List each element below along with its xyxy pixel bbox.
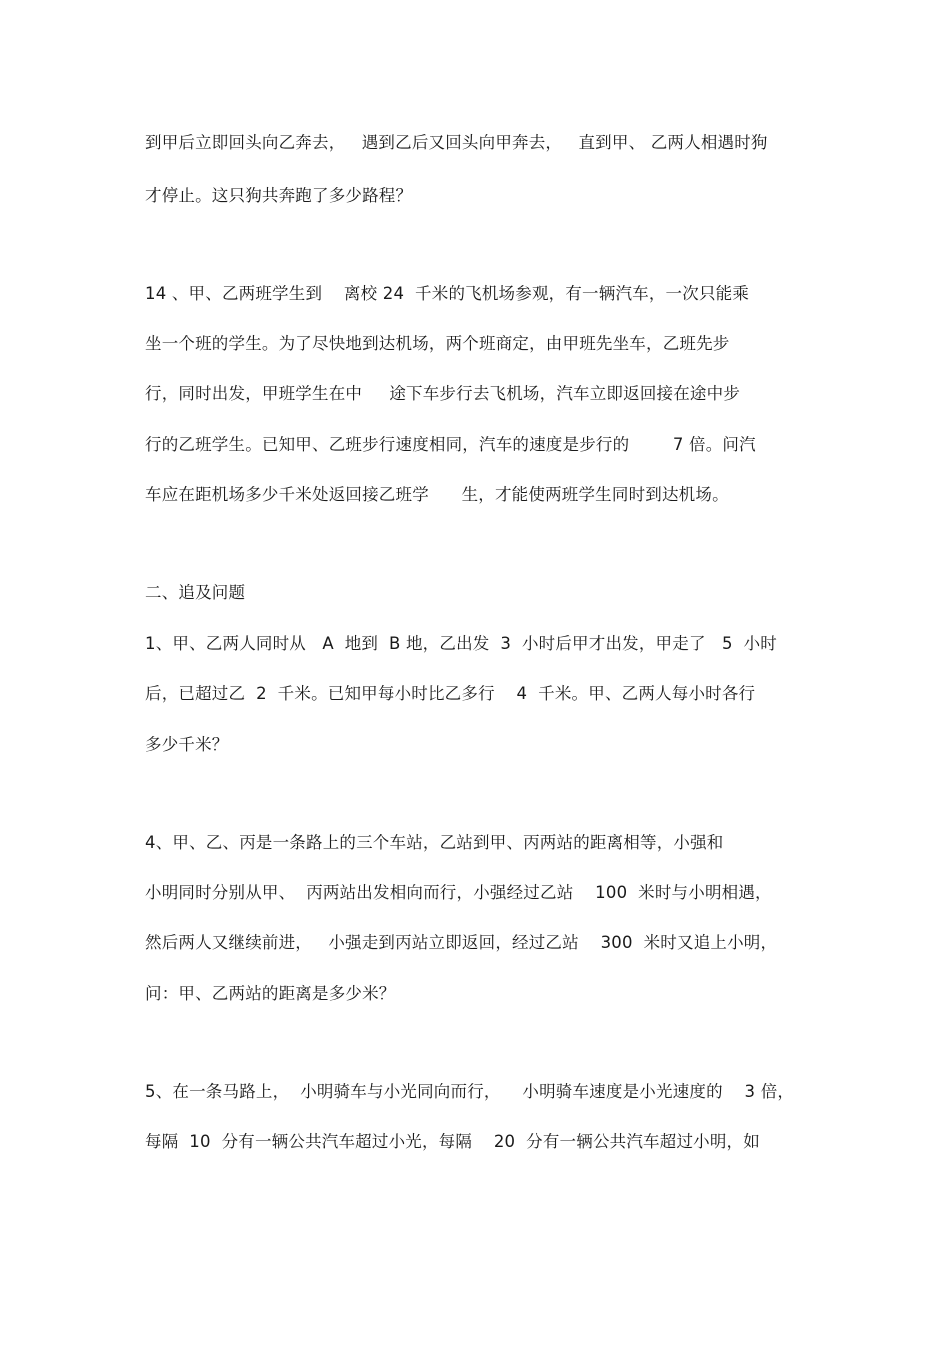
problem-14-line-3: 行，同时出发，甲班学生在中 途下车步行去飞机场，汽车立即返回接在途中步 xyxy=(145,384,741,403)
problem-14-line-4: 行的乙班学生。已知甲、乙班步行速度相同，汽车的速度是步行的 7 倍。问汽 xyxy=(145,435,756,454)
problem-5-line-1: 5、在一条马路上， 小明骑车与小光同向而行， 小明骑车速度是小光速度的 3 倍， xyxy=(145,1082,795,1101)
problem-1-line-1: 1、甲、乙两人同时从 A 地到 B 地，乙出发 3 小时后甲才出发，甲走了 5 小时 xyxy=(145,634,777,653)
problem-14-line-5: 车应在距机场多少千米处返回接乙班学 生，才能使两班学生同时到达机场。 xyxy=(145,485,729,504)
problem-4-line-3: 然后两人又继续前进， 小强走到丙站立即返回，经过乙站 300 米时又追上小明， xyxy=(145,933,778,952)
problem-14-line-1: 14 、甲、乙两班学生到 离校 24 千米的飞机场参观，有一辆汽车，一次只能乘 xyxy=(145,284,750,303)
problem-1-line-2: 后，已超过乙 2 千米。已知甲每小时比乙多行 4 千米。甲、乙两人每小时各行 xyxy=(145,684,756,703)
problem-4-line-2: 小明同时分别从甲、 丙两站出发相向而行，小强经过乙站 100 米时与小明相遇， xyxy=(145,883,772,902)
problem-14-line-2: 坐一个班的学生。为了尽快地到达机场，两个班商定，由甲班先坐车，乙班先步 xyxy=(145,334,730,353)
problem-4-line-1: 4、甲、乙、丙是一条路上的三个车站，乙站到甲、丙两站的距离相等，小强和 xyxy=(145,833,724,852)
problem-4-line-4: 问：甲、乙两站的距离是多少米？ xyxy=(145,984,396,1003)
problem-5-line-2: 每隔 10 分有一辆公共汽车超过小光，每隔 20 分有一辆公共汽车超过小明，如 xyxy=(145,1132,760,1151)
section-heading: 二、追及问题 xyxy=(145,583,246,602)
intro-line-1: 到甲后立即回头向乙奔去， 遇到乙后又回头向甲奔去， 直到甲、 乙两人相遇时狗 xyxy=(145,133,768,152)
problem-1-line-3: 多少千米？ xyxy=(145,735,229,754)
intro-line-2: 才停止。这只狗共奔跑了多少路程？ xyxy=(145,186,413,205)
